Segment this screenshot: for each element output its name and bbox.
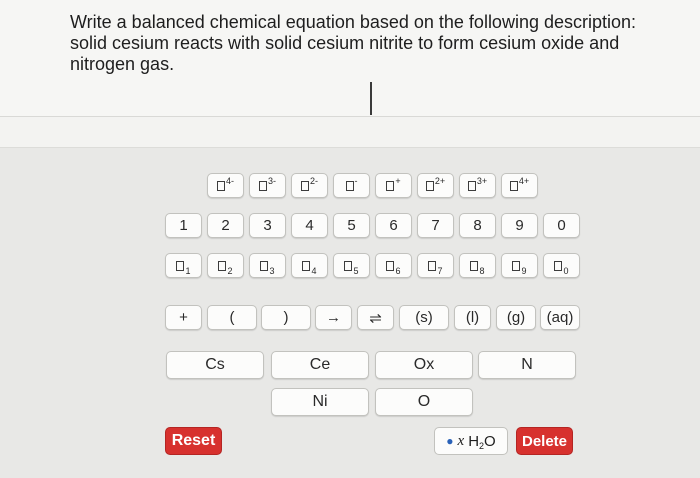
water-h: H [468, 432, 480, 450]
digit-key-8[interactable]: 8 [459, 213, 496, 238]
question-line-1: Write a balanced chemical equation based on the following description: [70, 12, 637, 32]
water-sub: 2 [479, 441, 485, 451]
subscript-key-4[interactable]: 4 [291, 253, 328, 278]
digit-key-4[interactable]: 4 [291, 213, 328, 238]
element-key-ce[interactable]: Ce [271, 351, 369, 379]
subscript-key-1[interactable]: 1 [165, 253, 202, 278]
charge-key-3minus[interactable]: 3- [249, 173, 286, 198]
equation-keypad [0, 148, 700, 478]
subscript-key-2[interactable]: 2 [207, 253, 244, 278]
delete-button[interactable]: Delete [516, 427, 573, 455]
digit-key-9[interactable]: 9 [501, 213, 538, 238]
subscript-key-5[interactable]: 5 [333, 253, 370, 278]
text-caret [370, 82, 372, 115]
reset-button[interactable]: Reset [165, 427, 222, 455]
close-paren-key[interactable]: ) [261, 305, 311, 330]
state-gas-key[interactable]: (g) [496, 305, 536, 330]
subscript-key-9[interactable]: 9 [501, 253, 538, 278]
question-line-3: nitrogen gas. [70, 54, 175, 74]
charge-key-4minus[interactable]: 4- [207, 173, 244, 198]
question-panel [0, 0, 700, 117]
charge-key-3plus[interactable]: 3+ [459, 173, 496, 198]
element-key-ox[interactable]: Ox [375, 351, 473, 379]
open-paren-key[interactable]: ( [207, 305, 257, 330]
answer-input-area[interactable] [0, 117, 700, 148]
charge-key-minus[interactable]: - [333, 173, 370, 198]
water-of-hydration-button[interactable] [434, 427, 508, 455]
state-solid-key[interactable]: (s) [399, 305, 449, 330]
digit-key-5[interactable]: 5 [333, 213, 370, 238]
element-key-o[interactable]: O [375, 388, 473, 416]
element-key-ni[interactable]: Ni [271, 388, 369, 416]
element-key-n[interactable]: N [478, 351, 576, 379]
plus-key[interactable]: + [165, 305, 202, 330]
subscript-key-6[interactable]: 6 [375, 253, 412, 278]
subscript-key-8[interactable]: 8 [459, 253, 496, 278]
question-text [70, 12, 670, 75]
digit-key-0[interactable]: 0 [543, 213, 580, 238]
reaction-arrow-key[interactable]: → [315, 305, 352, 330]
bullet-icon: ● [446, 434, 454, 448]
state-liquid-key[interactable]: (l) [454, 305, 491, 330]
element-key-cs[interactable]: Cs [166, 351, 264, 379]
digit-key-2[interactable]: 2 [207, 213, 244, 238]
charge-key-2minus[interactable]: 2- [291, 173, 328, 198]
question-line-2: solid cesium reacts with solid cesium nitrite to form cesium oxide and [70, 33, 620, 53]
digit-key-6[interactable]: 6 [375, 213, 412, 238]
state-aqueous-key[interactable]: (aq) [540, 305, 580, 330]
charge-key-4plus[interactable]: 4+ [501, 173, 538, 198]
digit-key-3[interactable]: 3 [249, 213, 286, 238]
subscript-key-0[interactable]: 0 [543, 253, 580, 278]
equilibrium-arrow-key[interactable]: ⇌ [357, 305, 394, 330]
water-x: x [457, 432, 465, 449]
charge-key-2plus[interactable]: 2+ [417, 173, 454, 198]
digit-key-7[interactable]: 7 [417, 213, 454, 238]
subscript-key-3[interactable]: 3 [249, 253, 286, 278]
water-o: O [484, 432, 496, 450]
digit-key-1[interactable]: 1 [165, 213, 202, 238]
subscript-key-7[interactable]: 7 [417, 253, 454, 278]
charge-key-plus[interactable]: + [375, 173, 412, 198]
